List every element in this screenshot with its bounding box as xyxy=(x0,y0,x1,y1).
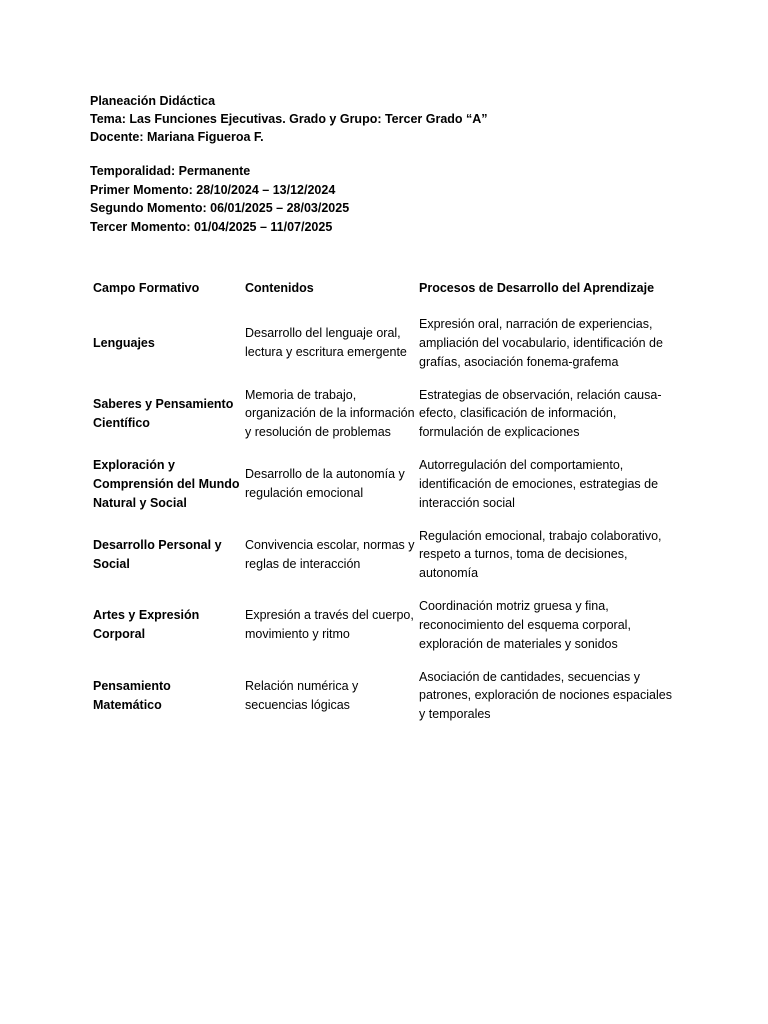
table-row xyxy=(90,379,681,450)
campo-cell: Exploración y Comprensión del Mundo Natural y Social xyxy=(93,458,240,510)
primer-momento-line: Primer Momento: 28/10/2024 – 13/12/2024 xyxy=(90,182,336,197)
table-header-row xyxy=(90,272,681,308)
contenidos-cell: Desarrollo de la autonomía y regulación emocional xyxy=(245,467,405,501)
campo-cell: Artes y Expresión Corporal xyxy=(93,608,200,642)
procesos-cell: Coordinación motriz gruesa y fina, reconocimiento del esquema corporal, exploración de materiales y sonidos xyxy=(419,599,631,651)
schedule-block xyxy=(90,162,690,236)
header-procesos: Procesos de Desarrollo del Aprendizaje xyxy=(419,280,655,295)
tercer-momento-line: Tercer Momento: 01/04/2025 – 11/07/2025 xyxy=(90,219,333,234)
topic-line: Tema: Las Funciones Ejecutivas. Grado y Grupo: Tercer Grado “A” xyxy=(90,112,488,126)
teacher-line: Docente: Mariana Figueroa F. xyxy=(90,130,264,144)
header-contenidos: Contenidos xyxy=(245,280,314,295)
document-header xyxy=(90,92,690,146)
campo-cell: Saberes y Pensamiento Científico xyxy=(93,396,234,430)
campo-cell: Pensamiento Matemático xyxy=(93,678,171,712)
procesos-cell: Asociación de cantidades, secuencias y patrones, exploración de nociones espaciales y temporales xyxy=(419,669,672,722)
segundo-momento-line: Segundo Momento: 06/01/2025 – 28/03/2025 xyxy=(90,201,350,215)
contenidos-cell: Expresión a través del cuerpo, movimiento y ritmo xyxy=(245,608,414,642)
contenidos-cell: Memoria de trabajo, organización de la información y resolución de problemas xyxy=(245,387,415,440)
campo-cell: Desarrollo Personal y Social xyxy=(93,537,222,571)
planning-table xyxy=(90,272,681,731)
procesos-cell: Expresión oral, narración de experiencias, ampliación del vocabulario, identificación de grafías, asociación fonema-grafema xyxy=(419,317,663,369)
campo-cell: Lenguajes xyxy=(93,335,155,350)
header-campo-formativo: Campo Formativo xyxy=(93,280,200,295)
contenidos-cell: Relación numérica y secuencias lógicas xyxy=(245,678,359,712)
table-row xyxy=(90,661,681,732)
table-row xyxy=(90,590,681,661)
document-title: Planeación Didáctica xyxy=(90,94,216,108)
contenidos-cell: Desarrollo del lenguaje oral, lectura y escritura emergente xyxy=(245,326,407,360)
contenidos-cell: Convivencia escolar, normas y reglas de interacción xyxy=(245,537,415,571)
table-row xyxy=(90,308,681,379)
procesos-cell: Estrategias de observación, relación causa-efecto, clasificación de información, formulación de explicaciones xyxy=(419,387,662,440)
table-row xyxy=(90,449,681,520)
table-row xyxy=(90,520,681,591)
procesos-cell: Regulación emocional, trabajo colaborativo, respeto a turnos, toma de decisiones, autonomía xyxy=(419,528,662,581)
temporalidad-line: Temporalidad: Permanente xyxy=(90,164,251,178)
procesos-cell: Autorregulación del comportamiento, identificación de emociones, estrategias de interacción social xyxy=(419,458,659,510)
